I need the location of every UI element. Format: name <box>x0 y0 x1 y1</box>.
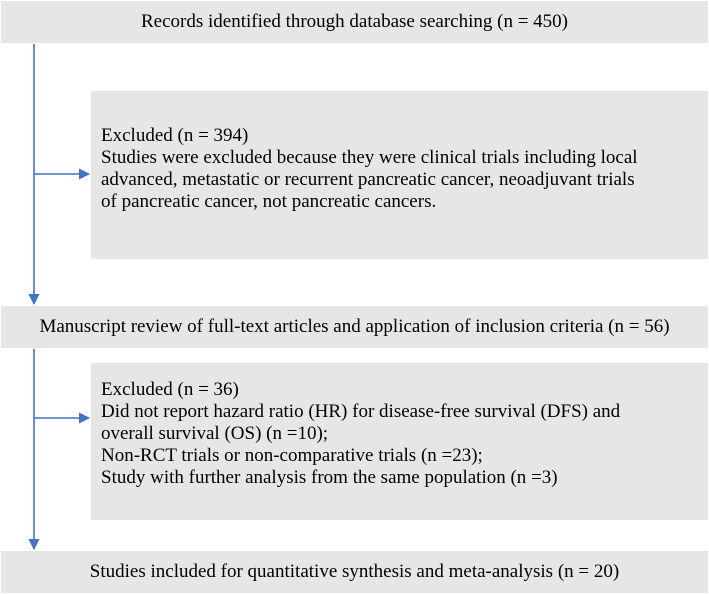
excluded-first-line: of pancreatic cancer, not pancreatic cancers. <box>101 191 437 212</box>
records-identified-box <box>1 1 708 43</box>
studies-included-text: Studies included for quantitative synthesis and meta-analysis (n = 20) <box>89 561 620 582</box>
excluded-second-line: Study with further analysis from the same population (n =3) <box>101 467 558 488</box>
excluded-first-title: Excluded (n = 394) <box>101 125 249 146</box>
excluded-second-line: Did not report hazard ratio (HR) for disease-free survival (DFS) and <box>101 401 621 422</box>
records-identified-text: Records identified through database searching (n = 450) <box>141 11 568 32</box>
manuscript-review-text: Manuscript review of full-text articles and application of inclusion criteria (n = 56) <box>39 316 670 337</box>
excluded-first-line: advanced, metastatic or recurrent pancreatic cancer, neoadjuvant trials <box>101 169 635 190</box>
excluded-second-line: Non-RCT trials or non-comparative trials (n =23); <box>101 445 483 466</box>
excluded-second-line: overall survival (OS) (n =10); <box>101 423 329 444</box>
excluded-first-line: Studies were excluded because they were clinical trials including local <box>101 147 638 168</box>
manuscript-review-box <box>1 306 708 348</box>
studies-included-box <box>1 551 708 593</box>
excluded-second-box <box>91 363 708 520</box>
excluded-first-box <box>91 91 708 259</box>
excluded-second-title: Excluded (n = 36) <box>101 379 239 400</box>
